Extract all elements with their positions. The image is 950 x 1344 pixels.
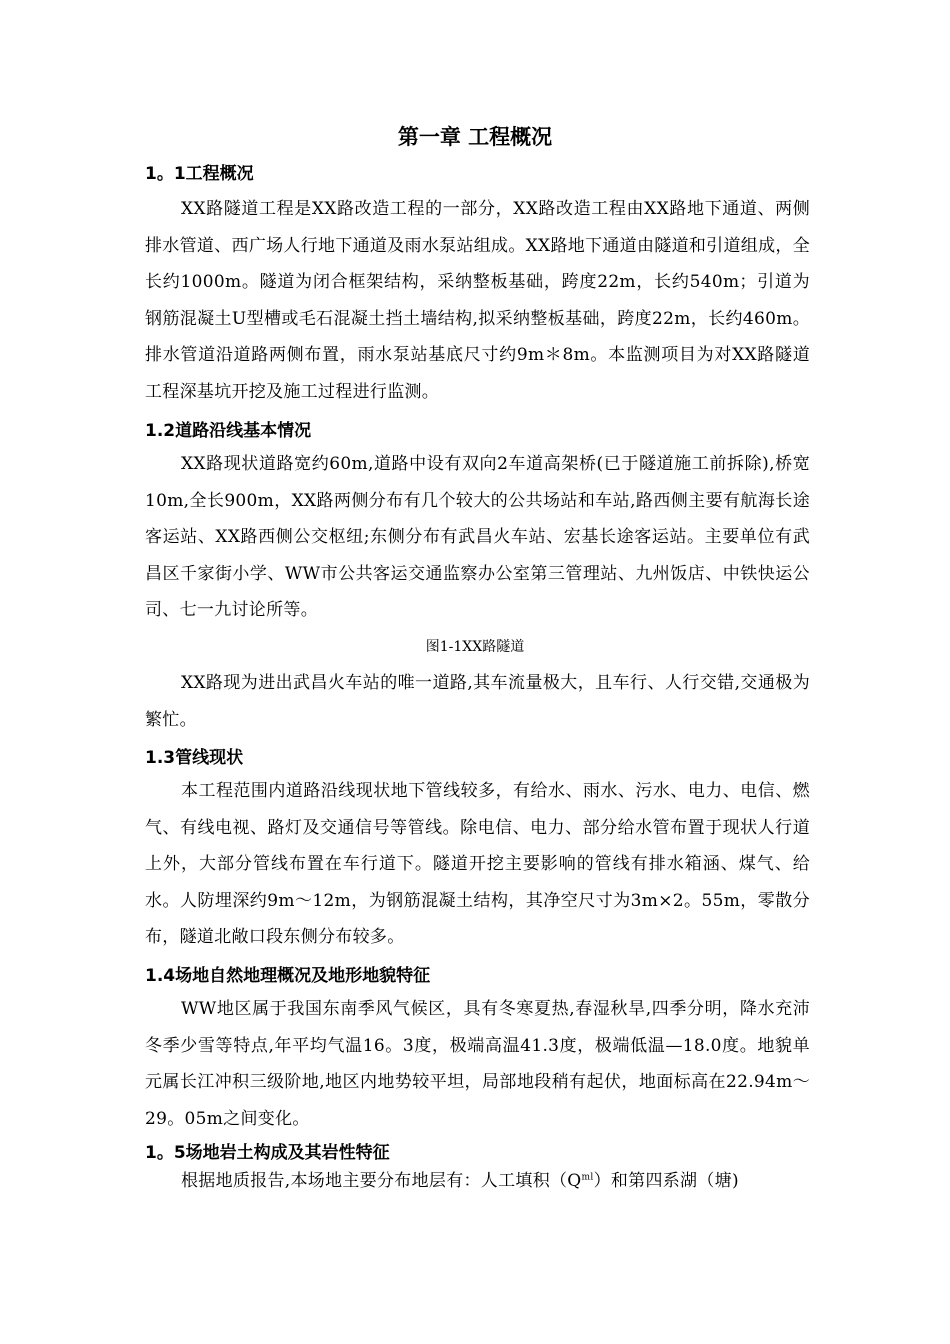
section-1-1-paragraph: XX路隧道工程是XX路改造工程的一部分，XX路改造工程由XX路地下通道、两侧排水管道、西广场人行地下通道及雨水泵站组成。XX路地下通道由隧道和引道组成，全长约1000m。隧道为闭合框架结构，采纳整板基础，跨度22m，长约540m；引道为钢筋混凝土U型槽或毛石混凝土挡土墙结构,拟采纳整板基础，跨度22m，长约460m。排水管道沿道路两侧布置，雨水泵站基底尺寸约9m＊8m。本监测项目为对XX路隧道工程深基坑开挖及施工过程进行监测。 [145, 199, 810, 402]
section-1-1-heading: 1。1工程概况 [145, 164, 254, 184]
section-1-5-paragraph [145, 1163, 810, 1200]
section-1-4-heading: 1.4场地自然地理概况及地形地貌特征 [145, 966, 431, 986]
section-1-2-paragraph-2: XX路现为进出武昌火车站的唯一道路,其车流量极大，且车行、人行交错,交通极为繁忙。 [145, 673, 810, 730]
geologic-symbol-superscript: ml [581, 1172, 594, 1183]
section-1-5-text-before: 根据地质报告,本场地主要分布地层有：人工填积（Q [181, 1171, 582, 1191]
section-1-5-heading: 1。5场地岩土构成及其岩性特征 [145, 1143, 390, 1163]
chapter-title: 第一章 工程概况 [397, 125, 553, 149]
section-1-2-paragraph: XX路现状道路宽约60m,道路中设有双向2车道高架桥(已于隧道施工前拆除),桥宽10m,全长900m，XX路两侧分布有几个较大的公共场站和车站,路西侧主要有航海长途客运站、XX路西侧公交枢纽;东侧分布有武昌火车站、宏基长途客运站。主要单位有武昌区千家街小学、WW市公共客运交通监察办公室第三管理站、九州饭店、中铁快运公司、七一九讨论所等。 [145, 454, 810, 620]
section-1-3-heading: 1.3管线现状 [145, 748, 244, 768]
figure-caption: 图1-1XX路隧道 [425, 639, 525, 655]
section-1-3-paragraph: 本工程范围内道路沿线现状地下管线较多，有给水、雨水、污水、电力、电信、燃气、有线电视、路灯及交通信号等管线。除电信、电力、部分给水管布置于现状人行道上外，大部分管线布置在车行道下。隧道开挖主要影响的管线有排水箱涵、煤气、给水。人防埋深约9m～12m，为钢筋混凝土结构，其净空尺寸为3m×2。55m，零散分布，隧道北敞口段东侧分布较多。 [145, 781, 810, 947]
section-1-5-text-after: ）和第四系湖（塘) [593, 1171, 739, 1191]
section-1-2-heading: 1.2道路沿线基本情况 [145, 421, 312, 441]
section-1-4-paragraph: WW地区属于我国东南季风气候区，具有冬寒夏热,春湿秋旱,四季分明，降水充沛冬季少雪等特点,年平均气温16。3度，极端高温41.3度，极端低温—18.0度。地貌单元属长江冲积三级阶地,地区内地势较平坦，局部地段稍有起伏，地面标高在22.94m～29。05m之间变化。 [145, 999, 810, 1129]
